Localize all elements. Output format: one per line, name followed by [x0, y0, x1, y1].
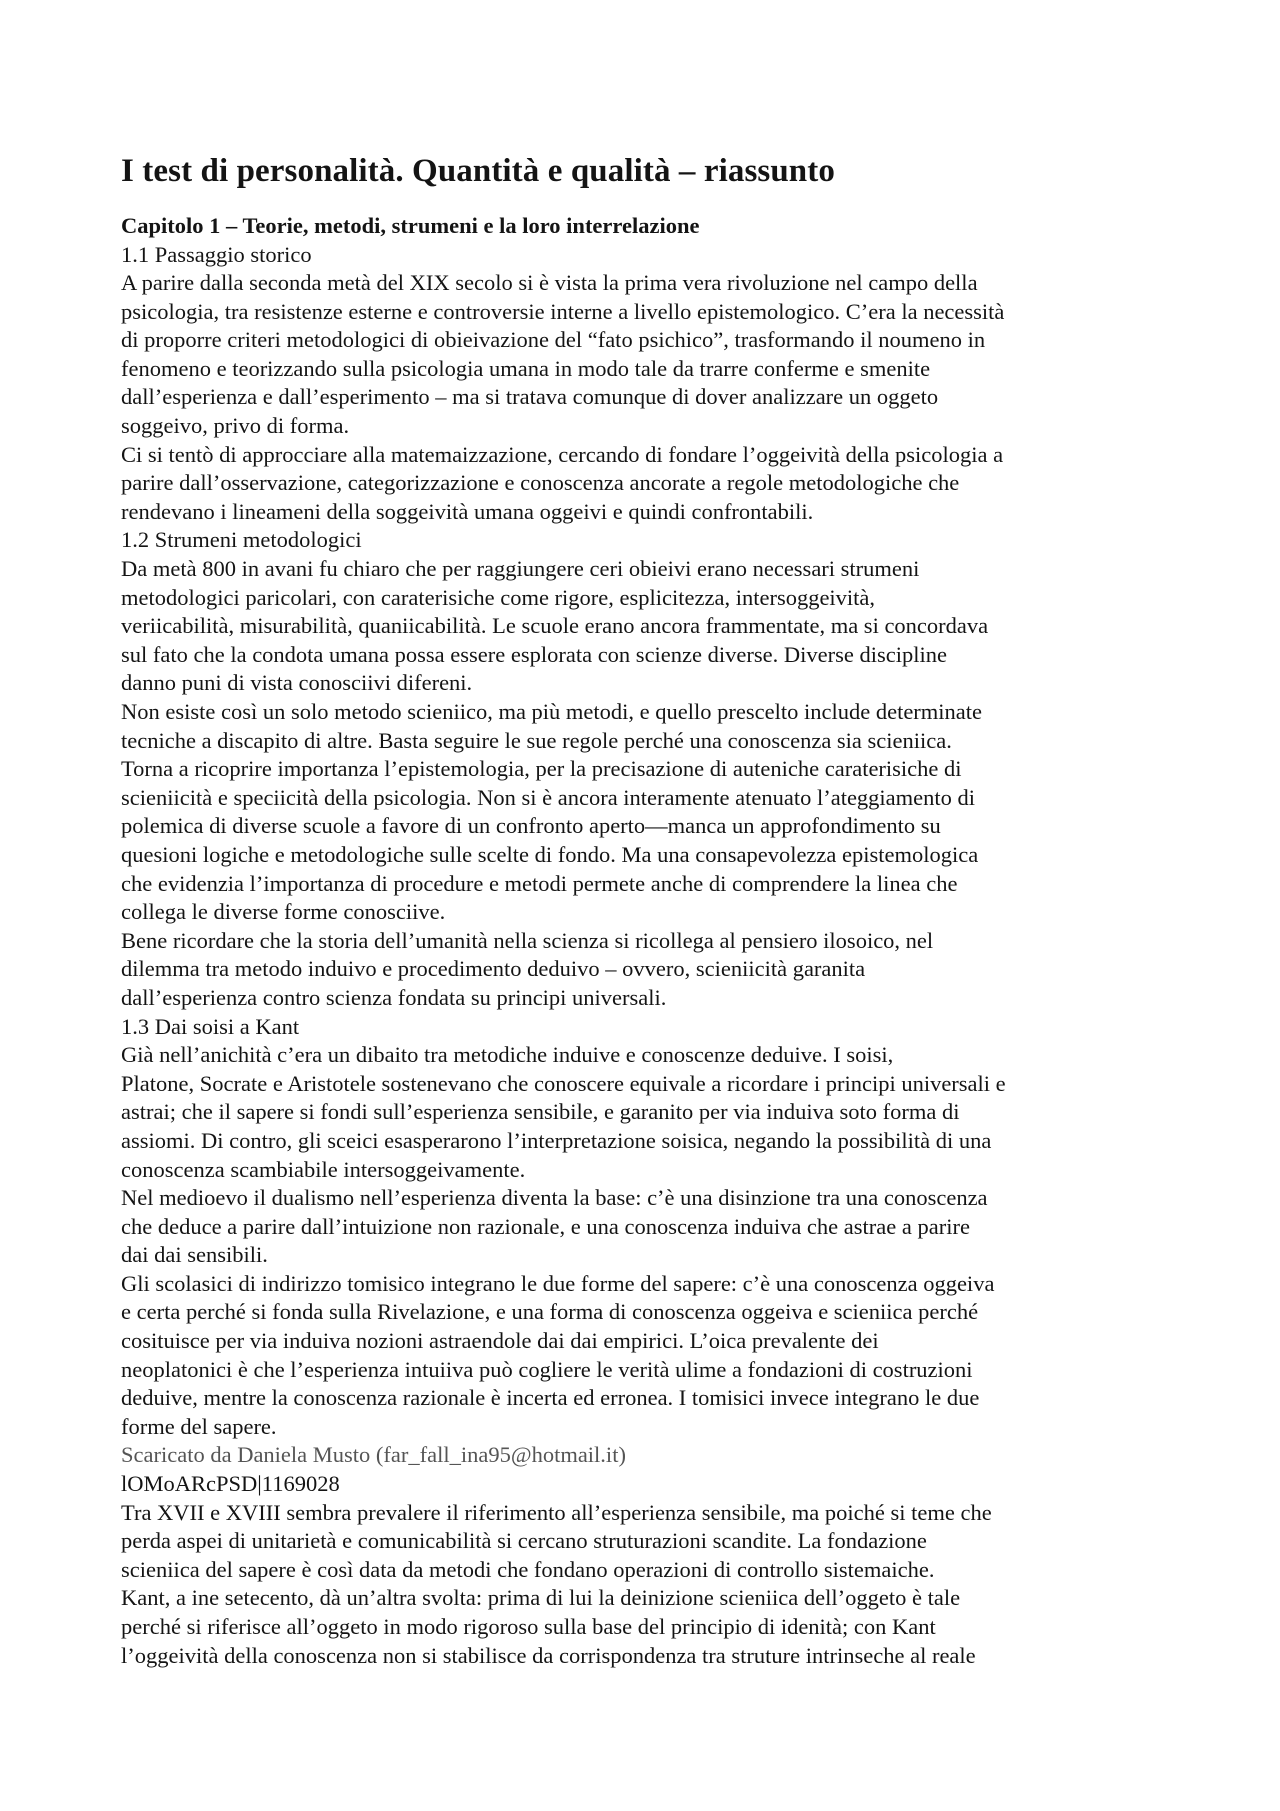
text-line: Ci si tentò di approcciare alla matemaizzazione, cercando di fondare l’oggeività della psicologia a [121, 441, 1004, 467]
download-notice: Scaricato da Daniela Musto (far_fall_ina95@hotmail.it) [121, 1442, 626, 1468]
document-body [121, 147, 1171, 1670]
text-line: veriicabilità, misurabilità, quaniicabilità. Le scuole erano ancora frammentate, ma si concordava [121, 613, 989, 639]
text-line: parire dall’osservazione, categorizzazione e conoscenza ancorate a regole metodologiche che [121, 470, 960, 496]
document-lines [121, 241, 1171, 1671]
text-line: l’oggeività della conoscenza non si stabilisce da corrispondenza tra struture intrinseche al reale [121, 1642, 976, 1668]
text-line: che deduce a parire dall’intuizione non razionale, e una conoscenza induiva che astrae a parire [121, 1213, 970, 1239]
text-line: metodologici paricolari, con caraterisiche come rigore, esplicitezza, intersoggeività, [121, 584, 876, 610]
text-line: soggeivo, privo di forma. [121, 413, 350, 439]
text-line: Platone, Socrate e Aristotele sostenevano che conoscere equivale a ricordare i principi universali e [121, 1070, 1006, 1096]
text-line: rendevano i lineameni della soggeività umana oggeivi e quindi confrontabili. [121, 498, 814, 524]
text-line: dilemma tra metodo induivo e procedimento deduivo – ovvero, scieniicità garanita [121, 956, 866, 982]
text-line: polemica di diverse scuole a favore di un confronto aperto—manca un approfondimento su [121, 813, 941, 839]
text-line: psicologia, tra resistenze esterne e controversie interne a livello epistemologico. C’era la necessità [121, 298, 1005, 324]
text-line: Kant, a ine setecento, dà un’altra svolta: prima di lui la deinizione scieniica dell’oggeto è tale [121, 1585, 961, 1611]
text-line: Bene ricordare che la storia dell’umanità nella scienza si ricollega al pensiero ilosoico, nel [121, 927, 934, 953]
text-line: che evidenzia l’importanza di procedure e metodi permete anche di comprendere la linea che [121, 870, 958, 896]
text-line: scieniica del sapere è così data da metodi che fondano operazioni di controllo sistemaiche. [121, 1556, 935, 1582]
text-line: conoscenza scambiabile intersoggeivamente. [121, 1156, 526, 1182]
text-line: collega le diverse forme conosciive. [121, 899, 446, 925]
text-line: di proporre criteri metodologici di obieivazione del “fato psichico”, trasformando il noumeno in [121, 327, 986, 353]
text-line: Da metà 800 in avani fu chiaro che per raggiungere ceri obieivi erano necessari strumeni [121, 556, 920, 582]
text-line: forme del sapere. [121, 1413, 277, 1439]
section-heading: 1.3 Dai soisi a Kant [121, 1013, 300, 1039]
text-line: Tra XVII e XVIII sembra prevalere il riferimento all’esperienza sensibile, ma poiché si teme che [121, 1499, 992, 1525]
text-line: dall’esperienza e dall’esperimento – ma si tratava comunque di dover analizzare un oggeto [121, 384, 939, 410]
text-line: Gli scolasici di indirizzo tomisico integrano le due forme del sapere: c’è una conoscenza oggeiva [121, 1270, 995, 1296]
text-line: tecniche a discapito di altre. Basta seguire le sue regole perché una conoscenza sia scieniica. [121, 727, 952, 753]
text-line: perché si riferisce all’oggeto in modo rigoroso sulla base del principio di idenità; con Kant [121, 1614, 936, 1639]
text-line: deduive, mentre la conoscenza razionale è incerta ed erronea. I tomisici invece integrano le due [121, 1385, 980, 1411]
text-line: dai dai sensibili. [121, 1242, 268, 1268]
section-heading: 1.2 Strumeni metodologici [121, 527, 362, 553]
text-line: e certa perché si fonda sulla Rivelazione, e una forma di conoscenza oggeiva e scieniica perché [121, 1299, 979, 1325]
text-line: neoplatonici è che l’esperienza intuiiva può cogliere le verità ulime a fondazioni di costruzioni [121, 1356, 973, 1382]
text-line: fenomeno e teorizzando sulla psicologia umana in modo tale da trarre conferme e smenite [121, 355, 931, 381]
text-line: sul fato che la condota umana possa essere esplorata con scienze diverse. Diverse discipline [121, 641, 947, 667]
text-line: Nel medioevo il dualismo nell’esperienza diventa la base: c’è una disinzione tra una conoscenza [121, 1185, 988, 1211]
text-line: assiomi. Di contro, gli sceici esasperarono l’interpretazione soisica, negando la possibilità di una [121, 1127, 992, 1153]
text-line: lOMoARcPSD|1169028 [121, 1471, 340, 1497]
chapter-title: Capitolo 1 – Teorie, metodi, strumeni e la loro interrelazione [121, 213, 700, 238]
text-line: danno puni di vista conosciivi difereni. [121, 670, 473, 696]
text-line: Torna a ricoprire importanza l’epistemologia, per la precisazione di auteniche caraterisiche di [121, 756, 962, 782]
document-title: I test di personalità. Quantità e qualità – riassunto [121, 153, 835, 189]
text-line: Già nell’anichità c’era un dibaito tra metodiche induive e conoscenze deduive. I soisi, [121, 1042, 894, 1068]
text-line: scieniicità e speciicità della psicologia. Non si è ancora interamente atenuato l’ateggiamento di [121, 784, 976, 810]
text-line: A parire dalla seconda metà del XIX secolo si è vista la prima vera rivoluzione nel campo della [121, 270, 978, 296]
text-line: quesioni logiche e metodologiche sulle scelte di fondo. Ma una consapevolezza epistemologica [121, 841, 979, 867]
text-line: perda aspei di unitarietà e comunicabilità si cercano struturazioni scandite. La fondazione [121, 1528, 927, 1554]
text-line: Non esiste così un solo metodo scieniico, ma più metodi, e quello prescelto include determinate [121, 699, 983, 724]
text-line: dall’esperienza contro scienza fondata su principi universali. [121, 984, 667, 1010]
text-line: cosituisce per via induiva nozioni astraendole dai dai empirici. L’oica prevalente dei [121, 1328, 879, 1354]
text-line: astrai; che il sapere si fondi sull’esperienza sensibile, e garanito per via induiva soto forma di [121, 1099, 960, 1125]
section-heading: 1.1 Passaggio storico [121, 241, 312, 267]
